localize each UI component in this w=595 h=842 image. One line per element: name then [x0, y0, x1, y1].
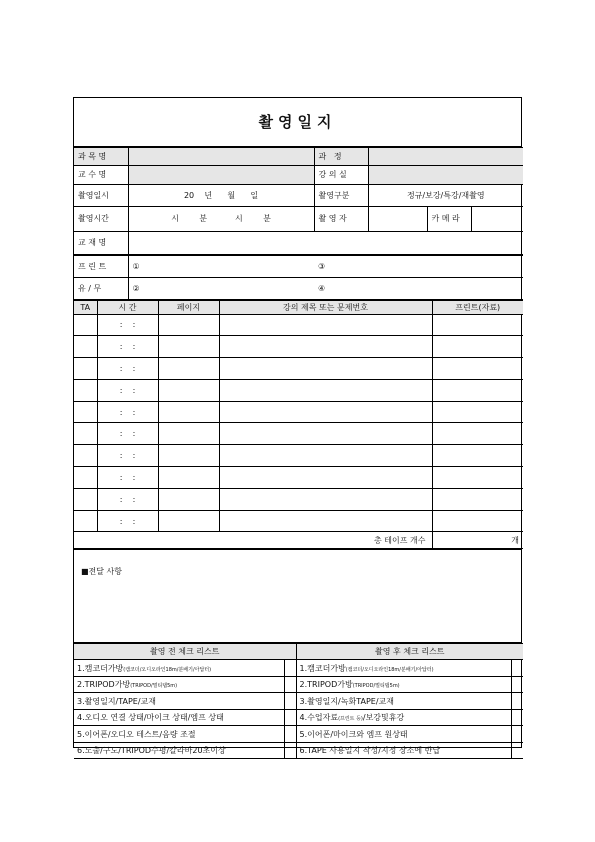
date-year-prefix: 20: [183, 190, 195, 200]
time-placeholder: : :: [119, 320, 136, 330]
log-print-cell[interactable]: [432, 358, 523, 380]
time-placeholder: : :: [119, 407, 136, 417]
time-placeholder: : :: [119, 363, 136, 373]
checklist-row: [74, 726, 523, 743]
after-check-item: [296, 676, 511, 693]
log-print-cell[interactable]: [432, 379, 523, 401]
after-checkbox[interactable]: [511, 693, 523, 710]
log-page-cell[interactable]: [158, 445, 219, 467]
checklist-row: [74, 693, 523, 710]
after-check-item: [296, 709, 511, 726]
after-check-item-text: 3.촬영일지/녹화TAPE/교재: [299, 696, 394, 706]
log-ta-cell[interactable]: [74, 423, 97, 445]
before-check-item: [74, 693, 284, 710]
before-check-item: [74, 709, 284, 726]
subject-label: 과 목 명: [74, 147, 128, 165]
log-row: [74, 314, 523, 336]
col-print: 프린트(자료): [432, 300, 523, 314]
after-check-item: [296, 660, 511, 677]
date-day: 일: [250, 190, 259, 200]
checklist-row: [74, 676, 523, 693]
total-tape-field[interactable]: [432, 532, 523, 549]
log-print-cell[interactable]: [432, 336, 523, 358]
print-item-4[interactable]: [314, 277, 523, 299]
time-placeholder: : :: [119, 429, 136, 439]
log-page-cell[interactable]: [158, 379, 219, 401]
after-check-item-text: 6.TAPE 사용일지 작성/지정 장소에 반납: [299, 746, 441, 756]
log-title-cell[interactable]: [219, 423, 432, 445]
log-title-cell[interactable]: [219, 314, 432, 336]
log-title-cell[interactable]: [219, 379, 432, 401]
before-check-item-text: 5.이어폰/오디오 테스트/음량 조절: [77, 729, 196, 739]
filming-log-form: [73, 97, 522, 756]
header-table: [74, 147, 523, 255]
before-checkbox[interactable]: [284, 709, 296, 726]
after-check-item-detail: (프린트 등): [338, 716, 363, 723]
log-print-cell[interactable]: [432, 467, 523, 489]
after-checkbox[interactable]: [511, 742, 523, 759]
log-print-cell[interactable]: [432, 510, 523, 532]
before-check-item-text: 6.노출/구도/TRIPOD수평/칼라바20초이상: [77, 746, 226, 756]
title-table: [74, 98, 521, 147]
total-tape-unit: 개: [511, 535, 519, 545]
log-table: [74, 300, 523, 550]
notes-label: ■전달 사항: [81, 567, 123, 577]
log-time-cell[interactable]: [97, 336, 158, 358]
before-checkbox[interactable]: [284, 676, 296, 693]
after-checkbox[interactable]: [511, 709, 523, 726]
before-check-item-text: 2.TRIPOD가방: [77, 680, 131, 690]
log-row: [74, 488, 523, 510]
log-title-cell[interactable]: [219, 467, 432, 489]
log-ta-cell[interactable]: [74, 358, 97, 380]
log-ta-cell[interactable]: [74, 379, 97, 401]
after-check-item-text: 5.이어폰/마이크와 엠프 원상태: [299, 729, 408, 739]
before-checkbox[interactable]: [284, 693, 296, 710]
after-check-item-detail: (캠코더/오디오라인18m/분배기/아답터): [345, 666, 434, 673]
log-row: [74, 358, 523, 380]
before-check-item-detail: (TRIPOD/멀티탭5m): [130, 683, 178, 690]
camera-label: 카 메 라: [427, 206, 471, 231]
time-minute-end: 분: [263, 214, 271, 223]
before-check-item: [74, 726, 284, 743]
after-check-item: [296, 726, 511, 743]
date-year: 년: [204, 190, 213, 200]
room-label: 강 의 실: [314, 165, 368, 184]
before-check-item-text: 4.오디오 연결 상태/마이크 상태/엠프 상태: [77, 713, 224, 723]
log-row: [74, 336, 523, 358]
log-time-cell[interactable]: [97, 423, 158, 445]
log-time-cell[interactable]: [97, 358, 158, 380]
date-field[interactable]: [128, 184, 314, 206]
log-ta-cell[interactable]: [74, 510, 97, 532]
after-check-item-text: 1.캠코더가방: [299, 663, 346, 673]
log-print-cell[interactable]: [432, 445, 523, 467]
before-checkbox[interactable]: [284, 742, 296, 759]
before-checkbox[interactable]: [284, 660, 296, 677]
circle-4: ④: [318, 283, 326, 293]
time-hour-start: 시: [171, 214, 179, 223]
checklist-row: [74, 660, 523, 677]
time-placeholder: : :: [119, 494, 136, 504]
circle-1: ①: [132, 261, 140, 271]
before-check-item: [74, 742, 284, 759]
textbook-field[interactable]: [128, 231, 523, 254]
log-ta-cell[interactable]: [74, 467, 97, 489]
print-table: [74, 255, 523, 300]
notes-field[interactable]: [74, 550, 521, 643]
checklist-table: [74, 643, 523, 759]
before-check-item-text: 1.캠코더가방: [77, 663, 124, 673]
form-title: 촬영일지: [74, 98, 521, 146]
checklist-rows: [74, 660, 523, 759]
log-row: [74, 467, 523, 489]
time-placeholder: : :: [119, 516, 136, 526]
time-placeholder: : :: [119, 385, 136, 395]
log-ta-cell[interactable]: [74, 336, 97, 358]
log-time-cell[interactable]: [97, 445, 158, 467]
log-time-cell[interactable]: [97, 467, 158, 489]
cameraman-label: 촬 영 자: [314, 206, 368, 231]
log-page-cell[interactable]: [158, 467, 219, 489]
print-item-1[interactable]: [128, 255, 314, 277]
time-placeholder: : :: [119, 342, 136, 352]
category-field[interactable]: 정규/보강/특강/재촬영: [368, 184, 523, 206]
after-check-item-text: 4.수업자료: [299, 713, 339, 723]
time-minute-start: 분: [199, 214, 207, 223]
notes-table: [74, 549, 521, 643]
after-check-item-tail: /보강및휴강: [362, 713, 405, 723]
checklist-row: [74, 742, 523, 759]
col-title: 강의 제목 또는 문제번호: [219, 300, 432, 314]
time-placeholder: : :: [119, 472, 136, 482]
log-page-cell[interactable]: [158, 401, 219, 423]
log-ta-cell[interactable]: [74, 314, 97, 336]
category-label: 촬영구분: [314, 184, 368, 206]
cameraman-field[interactable]: [368, 206, 427, 231]
date-month: 월: [227, 190, 236, 200]
date-label: 촬영일시: [74, 184, 128, 206]
log-ta-cell[interactable]: [74, 488, 97, 510]
after-checkbox[interactable]: [511, 726, 523, 743]
log-title-cell[interactable]: [219, 401, 432, 423]
log-page-cell[interactable]: [158, 423, 219, 445]
after-checklist-title: 촬영 후 체크 리스트: [296, 644, 523, 660]
course-field[interactable]: [368, 147, 523, 165]
before-check-item-text: 3.촬영일지/TAPE/교재: [77, 696, 157, 706]
print-item-3[interactable]: [314, 255, 523, 277]
log-time-cell[interactable]: [97, 488, 158, 510]
log-page-cell[interactable]: [158, 510, 219, 532]
subject-field[interactable]: [128, 147, 314, 165]
after-check-item-detail: (TRIPOD/멀티탭5m): [352, 683, 400, 690]
log-row: [74, 379, 523, 401]
before-checklist-title: 촬영 전 체크 리스트: [74, 644, 296, 660]
log-time-cell[interactable]: [97, 379, 158, 401]
print-item-2[interactable]: [128, 277, 314, 299]
professor-field[interactable]: [128, 165, 314, 184]
log-print-cell[interactable]: [432, 314, 523, 336]
time-field[interactable]: [128, 206, 314, 231]
after-check-item: [296, 742, 511, 759]
checklist-row: [74, 709, 523, 726]
after-checkbox[interactable]: [511, 676, 523, 693]
log-row: [74, 445, 523, 467]
time-placeholder: : :: [119, 451, 136, 461]
print-label-2: 유 / 무: [74, 277, 128, 299]
log-page-cell[interactable]: [158, 336, 219, 358]
professor-label: 교 수 명: [74, 165, 128, 184]
before-check-item: [74, 676, 284, 693]
log-print-cell[interactable]: [432, 401, 523, 423]
log-title-cell[interactable]: [219, 336, 432, 358]
after-check-item: [296, 693, 511, 710]
col-page: 페이지: [158, 300, 219, 314]
log-time-cell[interactable]: [97, 510, 158, 532]
textbook-label: 교 재 명: [74, 231, 128, 254]
before-check-item: [74, 660, 284, 677]
log-time-cell[interactable]: [97, 314, 158, 336]
log-row: [74, 423, 523, 445]
log-page-cell[interactable]: [158, 358, 219, 380]
time-label: 촬영시간: [74, 206, 128, 231]
log-row: [74, 510, 523, 532]
col-time: 시 간: [97, 300, 158, 314]
log-title-cell[interactable]: [219, 488, 432, 510]
log-print-cell[interactable]: [432, 423, 523, 445]
col-ta: TA: [74, 300, 97, 314]
before-checkbox[interactable]: [284, 726, 296, 743]
log-page-cell[interactable]: [158, 314, 219, 336]
before-check-item-detail: (캠코더/오디오라인18m/분배기/아답터): [123, 666, 212, 673]
total-tape-label: 총 테이프 개수: [74, 532, 432, 549]
circle-2: ②: [132, 283, 140, 293]
after-checkbox[interactable]: [511, 660, 523, 677]
log-time-cell[interactable]: [97, 401, 158, 423]
log-rows: [74, 314, 523, 532]
log-title-cell[interactable]: [219, 445, 432, 467]
log-ta-cell[interactable]: [74, 401, 97, 423]
log-title-cell[interactable]: [219, 358, 432, 380]
log-ta-cell[interactable]: [74, 445, 97, 467]
after-check-item-text: 2.TRIPOD가방: [299, 680, 353, 690]
log-row: [74, 401, 523, 423]
course-label: 과 정: [314, 147, 368, 165]
log-page-cell[interactable]: [158, 488, 219, 510]
print-label-1: 프 린 트: [74, 255, 128, 277]
circle-3: ③: [318, 261, 326, 271]
log-print-cell[interactable]: [432, 488, 523, 510]
room-field[interactable]: [368, 165, 523, 184]
camera-field[interactable]: [471, 206, 523, 231]
log-title-cell[interactable]: [219, 510, 432, 532]
time-hour-end: 시: [234, 214, 243, 223]
